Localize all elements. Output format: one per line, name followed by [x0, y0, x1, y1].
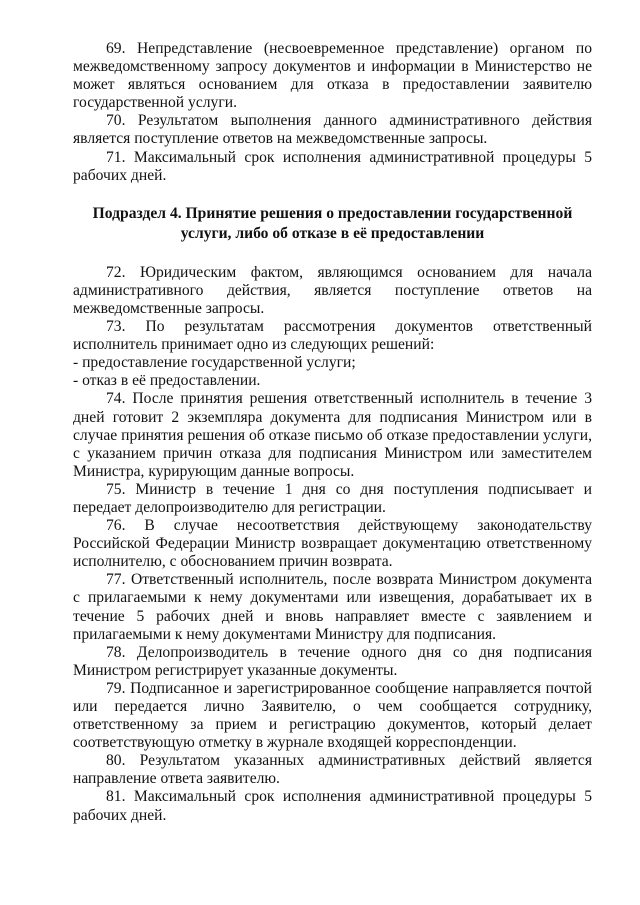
paragraph-70: 70. Результатом выполнения данного административного действия является поступление ответов на межведомственные запросы. [73, 112, 592, 148]
paragraph-73: 73. По результатам рассмотрения документов ответственный исполнитель принимает одно из следующих решений: [73, 318, 592, 354]
paragraph-75: 75. Министр в течение 1 дня со дня поступления подписывает и передает делопроизводителю для регистрации. [73, 480, 592, 516]
paragraph-81: 81. Максимальный срок исполнения административной процедуры 5 рабочих дней. [73, 788, 592, 824]
paragraph-76: 76. В случае несоответствия действующему законодательству Российской Федерации Министр возвращает документацию ответственному исполнителю, с обоснованием причин возврата. [73, 517, 592, 571]
paragraph-79: 79. Подписанное и зарегистрированное сообщение направляется почтой или передается лично Заявителю, о чем сообщается сотруднику, ответственному за прием и регистрацию документов, который делает соответствующую отметку в журнале входящей корреспонденции. [73, 679, 592, 752]
paragraph-78: 78. Делопроизводитель в течение одного дня со дня подписания Министром регистрирует указанные документы. [73, 643, 592, 679]
paragraph-77: 77. Ответственный исполнитель, после возврата Министром документа с прилагаемыми к нему документами или извещения, дорабатывает их в течение 5 рабочих дней и вновь направляет вместе с заявлением и прилагаемыми к нему документами Министру для подписания. [73, 571, 592, 643]
paragraph-80: 80. Результатом указанных административных действий является направление ответа заявителю. [73, 752, 592, 788]
paragraph-72: 72. Юридическим фактом, являющимся основанием для начала административного действия, является поступление ответов на межведомственные запросы. [73, 263, 592, 317]
section-heading: Подраздел 4. Принятие решения о предоставлении государственной услуги, либо об отказе в её предоставлении [92, 204, 573, 242]
paragraph-71: 71. Максимальный срок исполнения административной процедуры 5 рабочих дней. [73, 148, 592, 184]
decision-option-refuse: - отказ в её предоставлении. [73, 372, 261, 390]
paragraph-69: 69. Непредставление (несвоевременное представление) органом по межведомственному запросу документов и информации в Министерство не может являться основанием для отказа в предоставлении заявителю государственной услуги. [73, 40, 592, 112]
paragraph-74: 74. После принятия решения ответственный исполнитель в течение 3 дней готовит 2 экземпляра документа для подписания Министром или в случае принятия решения об отказе письмо об отказе предоставлении услуги, с указанием причин отказа для подписания Министром или заместителем Министра, курирующим данные вопросы. [73, 390, 592, 480]
decision-option-grant: - предоставление государственной услуги; [73, 354, 356, 372]
document-page [73, 40, 592, 825]
